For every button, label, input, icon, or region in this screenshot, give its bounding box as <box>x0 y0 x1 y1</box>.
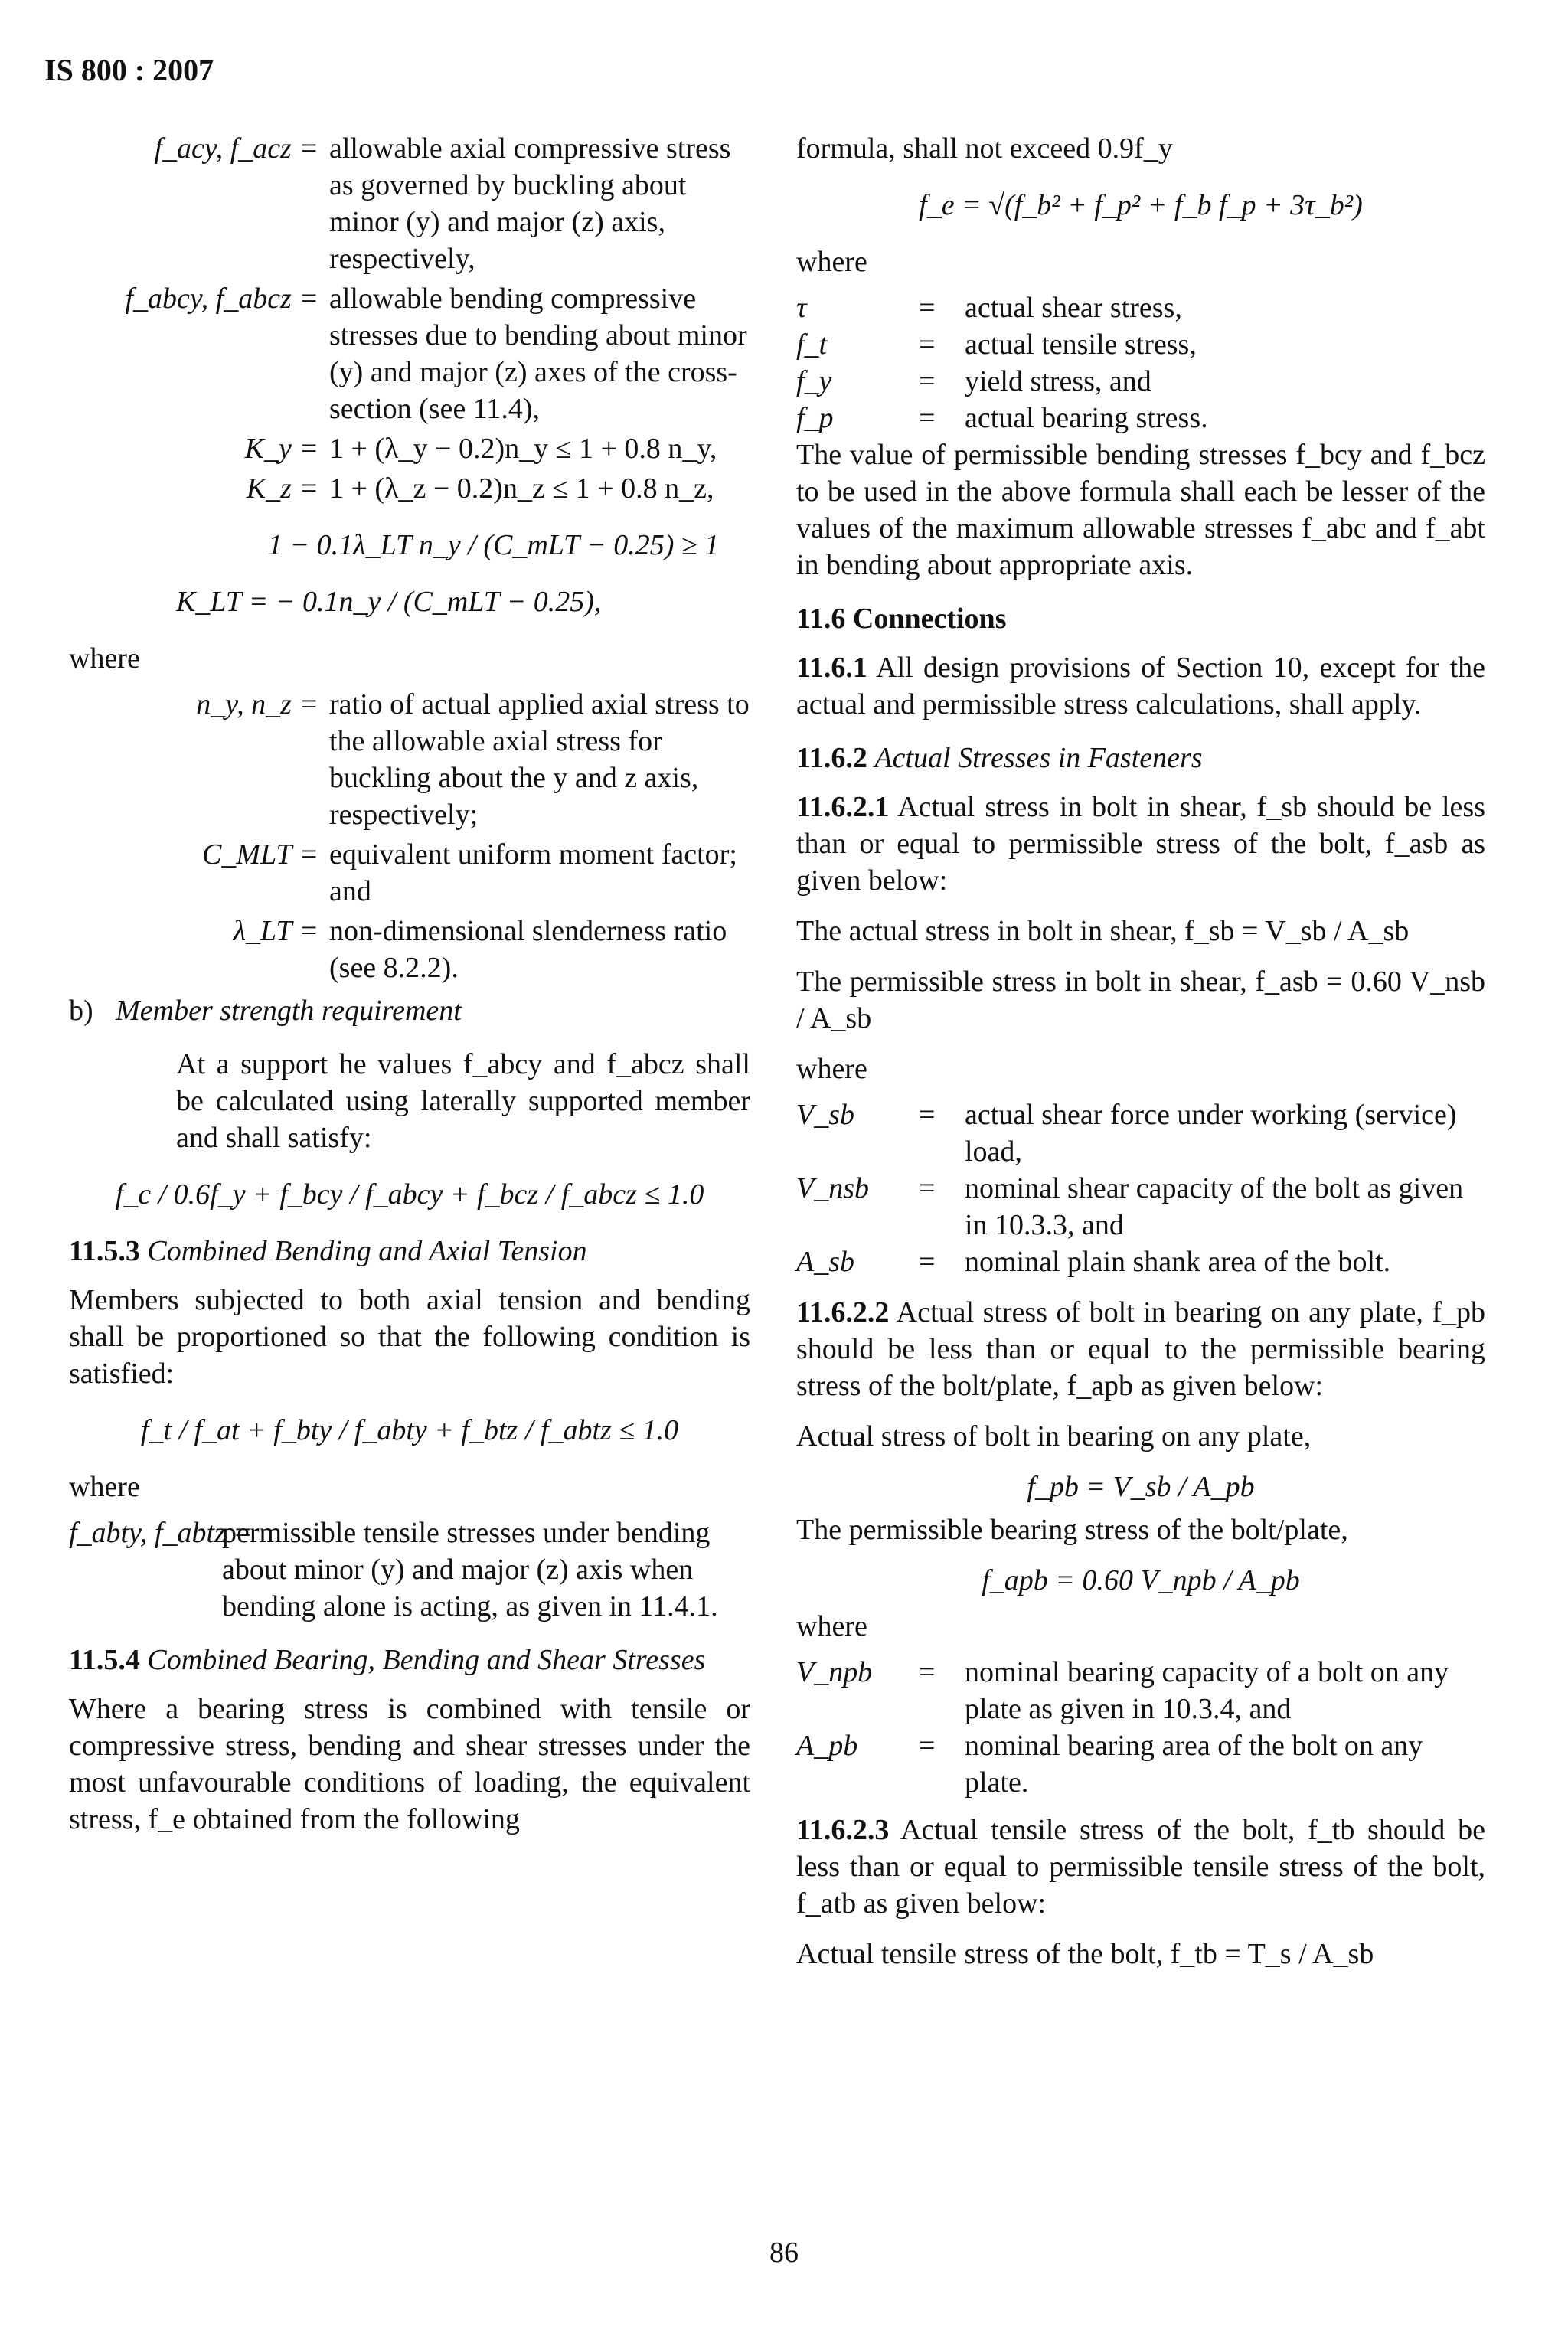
continued-paragraph: formula, shall not exceed 0.9f_y <box>796 132 1173 165</box>
bending-stress-paragraph: The value of permissible bending stresses f_bcy and f_bcz to be used in the above formula shall each be lesser of the values of the maximum allowable stresses f_abc and f_abt in bending about appropriate axis. <box>796 439 1485 581</box>
permissible-shear-stress: The permissible stress in bolt in shear, f_asb = 0.60 V_nsb / A_sb <box>796 966 1485 1034</box>
definition-row <box>69 430 750 467</box>
section-text: All design provisions of Section 10, except for the actual and permissible stress calculations, shall apply. <box>796 652 1486 721</box>
definition-row <box>69 686 750 833</box>
definition-equals: = <box>919 1246 936 1278</box>
section-number: 11.6.1 <box>796 652 867 684</box>
section-number: 11.5.3 <box>69 1235 140 1267</box>
list-item-label: b) <box>69 995 93 1027</box>
section-heading-11-6: 11.6 Connections <box>796 603 1007 635</box>
definition-symbol: K_z = <box>246 472 318 505</box>
definition-equals: = <box>919 1730 936 1762</box>
actual-tensile-stress: Actual tensile stress of the bolt, f_tb = T_s / A_sb <box>796 1938 1374 1970</box>
where-label: where <box>796 1053 867 1085</box>
section-paragraph-11-6-2-2 <box>796 1294 1485 1404</box>
definitions-block-5 <box>796 1654 1485 1801</box>
section-number: 11.6.2.1 <box>796 791 890 823</box>
section-text: Actual stress in bolt in shear, f_sb should be less than or equal to permissible stress of the bolt, f_asb as given below: <box>796 791 1485 897</box>
section-paragraph: Where a bearing stress is combined with tensile or compressive stress, bending and shear stresses under the most unfavourable conditions of loading, the equivalent stress, f_e obtained from the following <box>69 1693 750 1835</box>
definition-equals: = <box>919 1172 936 1204</box>
actual-shear-stress: The actual stress in bolt in shear, f_sb = V_sb / A_sb <box>796 915 1410 947</box>
definition-row <box>796 289 1485 326</box>
equation-fpb: f_pb = V_sb / A_pb <box>1027 1471 1255 1503</box>
definitions-block-3 <box>796 289 1485 436</box>
definition-text: 1 + (λ_z − 0.2)n_z ≤ 1 + 0.8 n_z, <box>329 472 714 505</box>
definition-row <box>69 130 750 277</box>
section-text: Actual tensile stress of the bolt, f_tb should be less than or equal to permissible tensile stress of the bolt, f_atb as given below: <box>796 1814 1486 1920</box>
equation-member-strength: f_c / 0.6f_y + f_bcy / f_abcy + f_bcz / f_abcz ≤ 1.0 <box>115 1178 704 1211</box>
definition-text: nominal bearing area of the bolt on any plate. <box>965 1730 1423 1799</box>
section-heading-11-5-4 <box>69 1642 750 1678</box>
section-title: Actual Stresses in Fasteners <box>874 742 1203 774</box>
section-number: 11.6.2 <box>796 742 867 774</box>
right-column <box>796 130 1485 1986</box>
definition-symbol: f_acy, f_acz = <box>154 132 318 165</box>
definition-row <box>796 400 1485 436</box>
definition-row <box>69 280 750 427</box>
section-paragraph: Members subjected to both axial tension and bending shall be proportioned so that the following condition is satisfied: <box>69 1284 750 1390</box>
definition-row <box>69 913 750 986</box>
equation-klt-inequality: 1 − 0.1λ_LT n_y / (C_mLT − 0.25) ≥ 1 <box>268 529 720 561</box>
definition-row <box>796 363 1485 400</box>
definition-text: 1 + (λ_y − 0.2)n_y ≤ 1 + 0.8 n_y, <box>329 433 717 465</box>
definition-text: nominal shear capacity of the bolt as given in 10.3.3, and <box>965 1172 1464 1241</box>
definition-row <box>796 1727 1485 1801</box>
definition-text: permissible tensile stresses under bending about minor (y) and major (z) axis when bending alone is acting, as given in 11.4.1. <box>222 1517 718 1622</box>
definition-text: actual tensile stress, <box>965 328 1197 361</box>
definition-symbol: τ <box>796 292 807 324</box>
equation-combined-tension: f_t / f_at + f_bty / f_abty + f_btz / f_abtz ≤ 1.0 <box>140 1414 679 1446</box>
left-column <box>69 130 750 1851</box>
definition-symbol: V_nsb <box>796 1172 869 1204</box>
page-header: IS 800 : 2007 <box>44 53 214 87</box>
bearing-stress-label: Actual stress of bolt in bearing on any plate, <box>796 1420 1312 1453</box>
definition-text: allowable axial compressive stress as governed by buckling about minor (y) and major (z) axis, respectively, <box>329 132 731 275</box>
definition-row <box>69 1515 750 1625</box>
definition-symbol: C_MLT = <box>202 838 318 871</box>
equation-fapb: f_apb = 0.60 V_npb / A_pb <box>982 1564 1300 1596</box>
where-label: where <box>796 246 867 278</box>
definition-text: yield stress, and <box>965 365 1152 397</box>
definition-symbol: V_sb <box>796 1099 854 1131</box>
definition-equals: = <box>919 292 936 324</box>
definitions-block-4 <box>796 1096 1485 1280</box>
definition-text: actual shear force under working (service) load, <box>965 1099 1457 1168</box>
definition-text: non-dimensional slenderness ratio (see 8.2.2). <box>329 915 727 984</box>
definition-symbol: n_y, n_z = <box>196 688 318 721</box>
section-number: 11.6.2.3 <box>796 1814 890 1846</box>
definition-symbol: f_t <box>796 328 828 361</box>
definitions-block-2 <box>69 686 750 986</box>
definition-equals: = <box>919 402 936 434</box>
definition-symbol: A_sb <box>796 1246 854 1278</box>
definition-symbol: V_npb <box>796 1656 873 1688</box>
definition-text: allowable bending compressive stresses due to bending about minor (y) and major (z) axes of the cross-section (see 11.4), <box>329 283 747 425</box>
definition-text: actual shear stress, <box>965 292 1182 324</box>
definition-symbol: A_pb <box>796 1730 858 1762</box>
section-text: Actual stress of bolt in bearing on any plate, f_pb should be less than or equal to the permissible bearing stress of the bolt/plate, f_apb as given below: <box>796 1296 1486 1402</box>
definition-text: actual bearing stress. <box>965 402 1208 434</box>
section-number: 11.5.4 <box>69 1644 140 1676</box>
definition-symbol: f_p <box>796 402 834 434</box>
section-paragraph-11-6-2-1 <box>796 789 1485 899</box>
section-heading-11-5-3 <box>69 1233 750 1270</box>
list-item-title: Member strength requirement <box>116 995 462 1027</box>
page-number: 86 <box>769 2237 799 2269</box>
definition-row <box>69 836 750 910</box>
definition-text: nominal bearing capacity of a bolt on any plate as given in 10.3.4, and <box>965 1656 1449 1725</box>
definition-text: equivalent uniform moment factor; and <box>329 838 737 907</box>
definition-text: nominal plain shank area of the bolt. <box>965 1246 1391 1278</box>
section-title: Combined Bending and Axial Tension <box>147 1235 587 1267</box>
definition-row <box>69 470 750 507</box>
definition-symbol: f_abty, f_abtz = <box>69 1517 253 1549</box>
definition-text: ratio of actual applied axial stress to the allowable axial stress for buckling about the y and z axis, respectively; <box>329 688 750 831</box>
definition-row <box>796 1170 1485 1243</box>
equation-equivalent-stress: f_e = √(f_b² + f_p² + f_b f_p + 3τ_b²) <box>919 189 1363 221</box>
definition-equals: = <box>919 328 936 361</box>
definition-row <box>796 1243 1485 1280</box>
definition-equals: = <box>919 1099 936 1131</box>
definition-symbol: f_y <box>796 365 832 397</box>
definition-row <box>796 1096 1485 1170</box>
list-item-b <box>69 992 750 1029</box>
permissible-bearing-label: The permissible bearing stress of the bolt/plate, <box>796 1514 1348 1546</box>
where-label: where <box>796 1610 867 1642</box>
section-paragraph-11-6-1 <box>796 649 1485 723</box>
section-paragraph-11-6-2-3 <box>796 1812 1485 1922</box>
definition-equals: = <box>919 365 936 397</box>
equation-klt: K_LT = − 0.1n_y / (C_mLT − 0.25), <box>176 586 602 618</box>
section-heading-11-6-2 <box>796 740 1485 776</box>
definition-row <box>796 326 1485 363</box>
definition-symbol: K_y = <box>244 433 318 465</box>
definition-row <box>796 1654 1485 1727</box>
definitions-block-1 <box>69 130 750 507</box>
definition-symbol: λ_LT = <box>233 915 318 947</box>
definition-equals: = <box>919 1656 936 1688</box>
section-number: 11.6.2.2 <box>796 1296 890 1328</box>
list-item-text: At a support he values f_abcy and f_abcz shall be calculated using laterally supported member and shall satisfy: <box>176 1048 750 1154</box>
where-label: where <box>69 1471 140 1503</box>
definition-symbol: f_abcy, f_abcz = <box>125 283 318 315</box>
section-title: Combined Bearing, Bending and Shear Stresses <box>147 1644 706 1676</box>
where-label: where <box>69 642 140 675</box>
